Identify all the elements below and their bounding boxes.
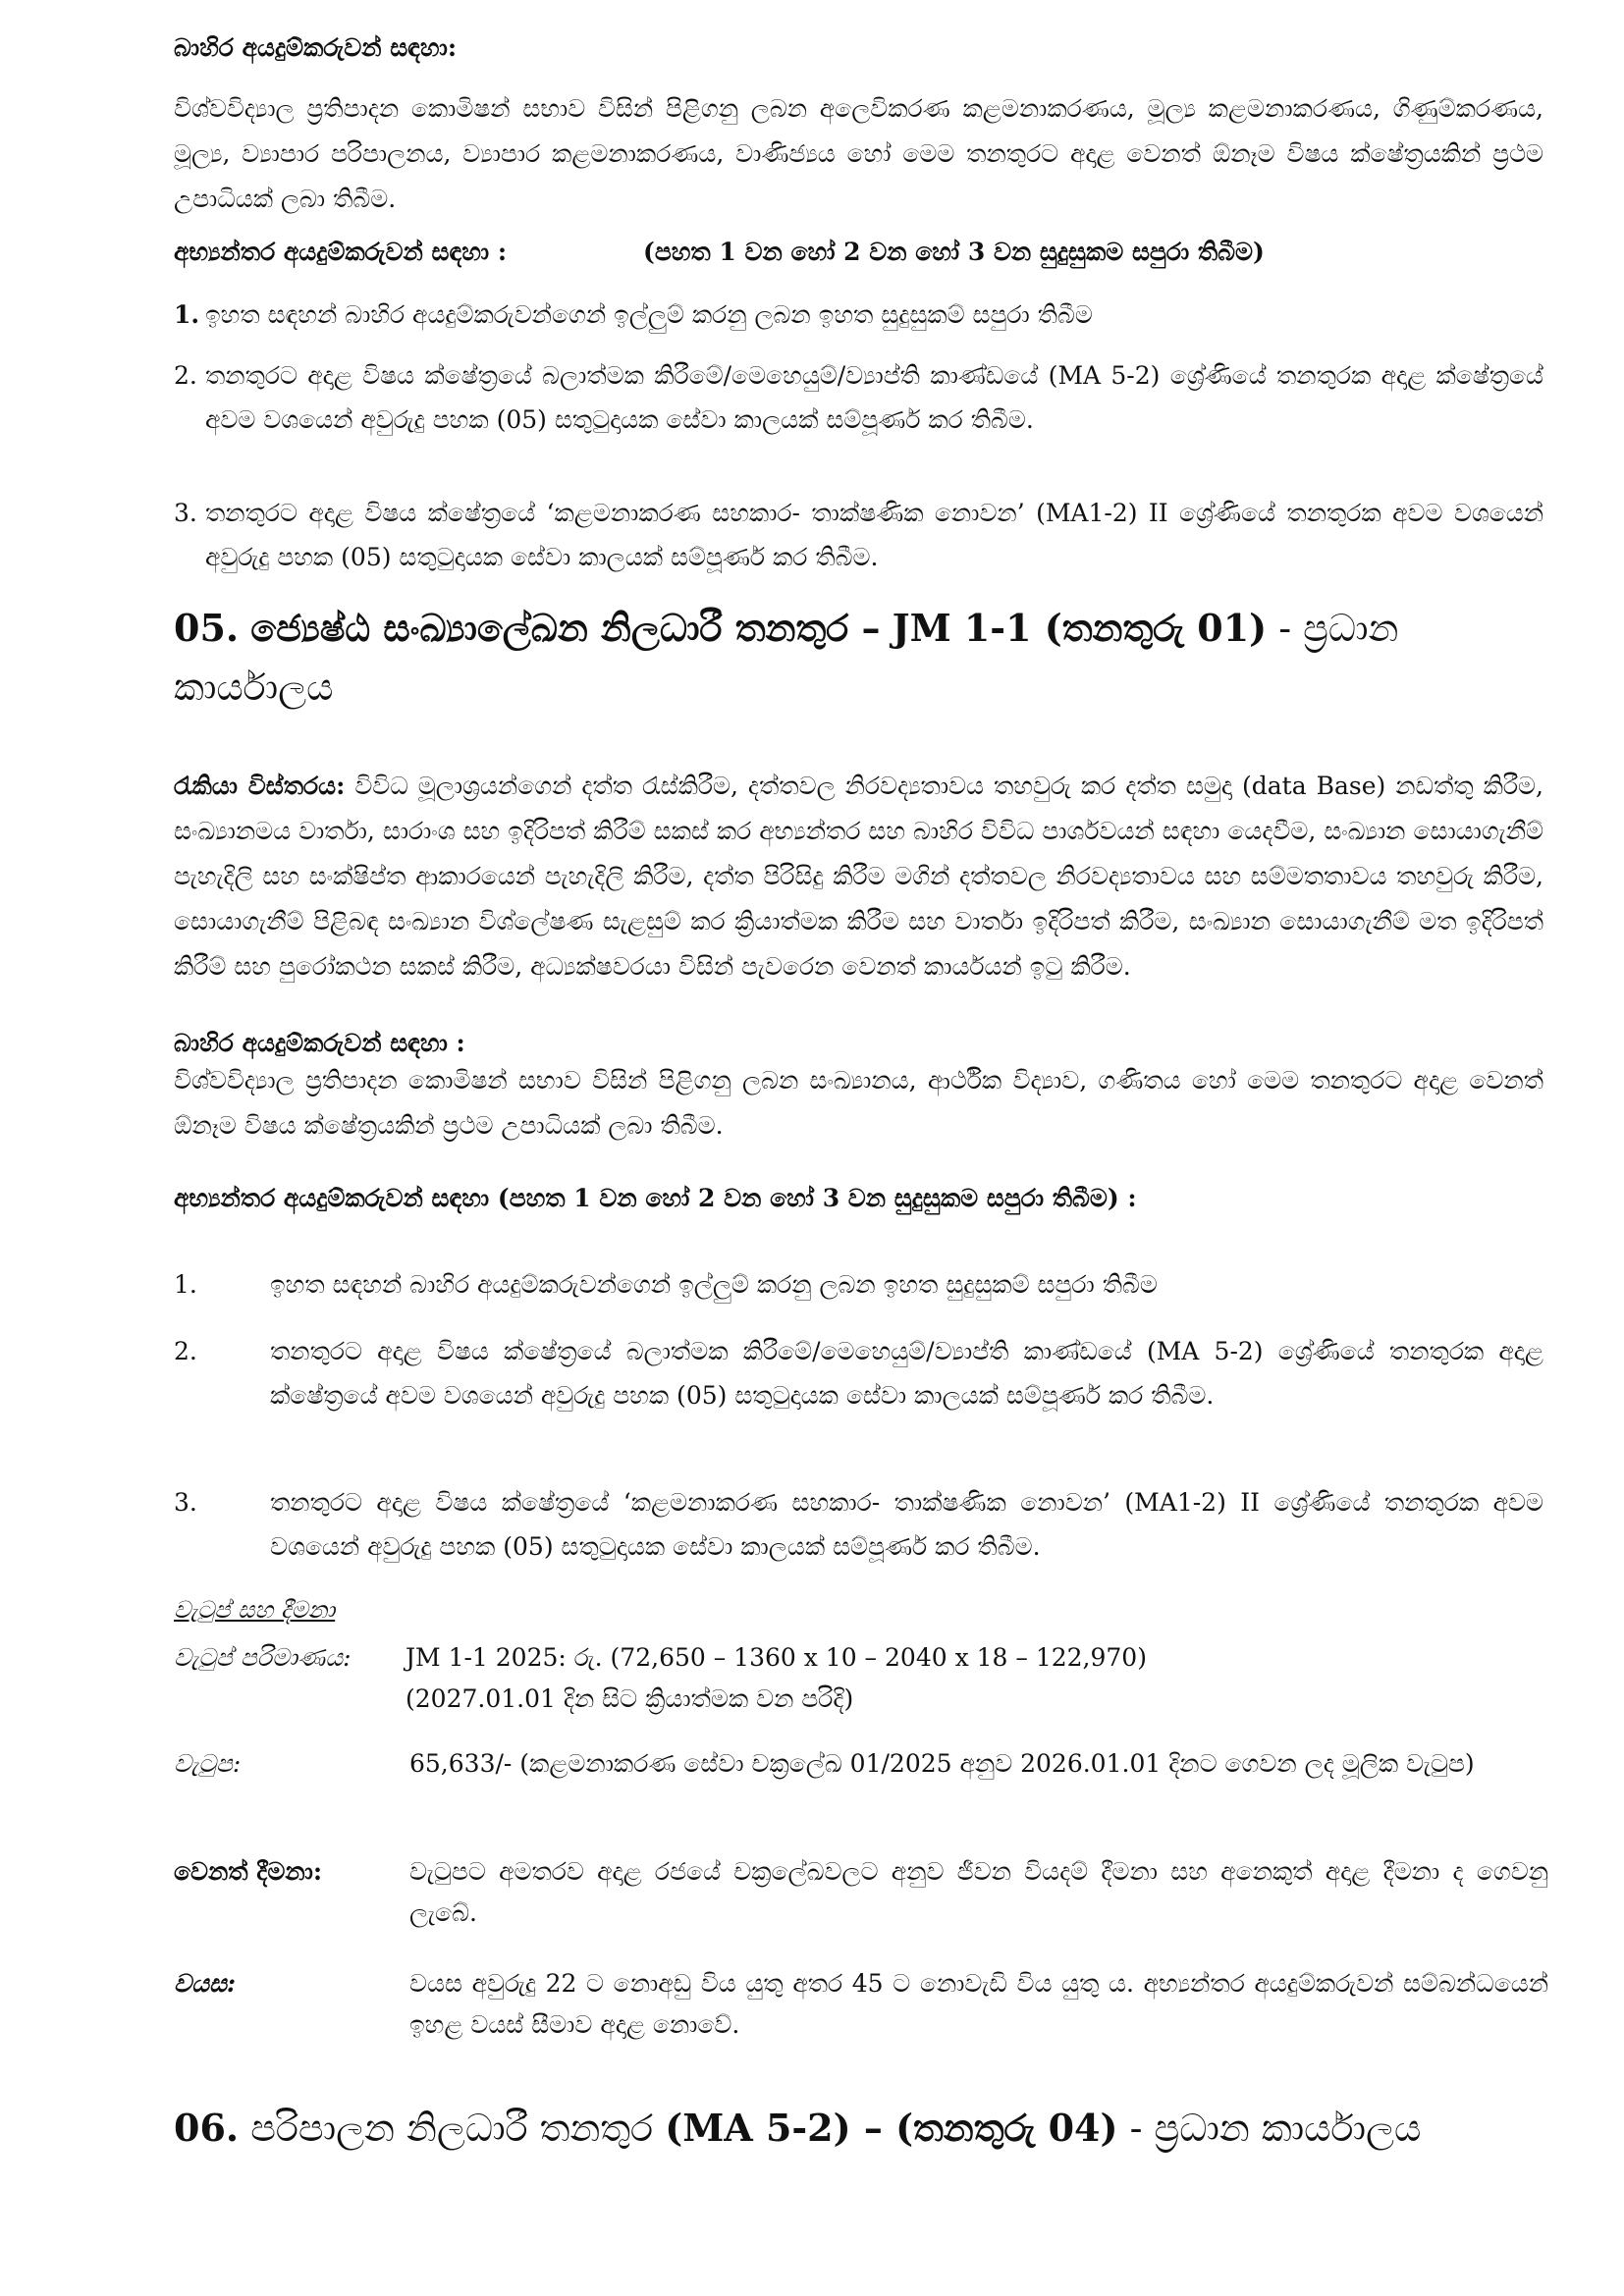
- internal-applicants-heading: අභ්‍යන්තර අයදුම්කරුවන් සඳහා (පහත 1 වන හෝ 2 වන හෝ 3 වන සුදුසුකම සපුරා තිබීම) :: [174, 1184, 1137, 1212]
- salary-section-title: වැටුප් සහ දීමනා: [174, 1596, 336, 1624]
- salary-scale-value: [406, 1637, 1544, 1720]
- list-item: [174, 491, 1543, 579]
- section-06-title-main: පරිපාලන නිලධාරී තනතුර: [250, 2107, 654, 2150]
- age-value: වයස අවුරුදු 22 ට නොඅඩු විය යුතු අතර 45 ට නොවැඩි විය යුතු ය. අභ්‍යන්තර අයදුම්කරුවන් සම්බන්ධයෙන් ඉහළ වයස් සීමාව අදාළ නොවේ.: [409, 1969, 1548, 2039]
- section-06-title-office: - ප්‍රධාන කාර්යාලය: [1129, 2107, 1422, 2150]
- internal-applicants-note: (පහත 1 වන හෝ 2 වන හෝ 3 වන සුදුසුකම සපුරා තිබීම): [643, 238, 1265, 266]
- salary-row: [174, 1743, 1543, 1826]
- list-item: [174, 1262, 1543, 1307]
- external-applicants-heading: බාහිර අයදුම්කරුවන් සඳහා:: [174, 33, 458, 62]
- list-item-number: 3.: [174, 1488, 197, 1517]
- list-item-text: තනතුරට අදාළ විෂය ක්ෂේත්‍රයේ බලාත්මක කිරීමේ/මෙහෙයුම්/ව්‍යාප්ති කාණ්ඩයේ (MA 5-2) ශ්‍රේණියේ තනතුරක අදාළ ක්ෂේත්‍රයේ අවම වශයෙන් අවුරුදු පහක (05) සතුටුදායක සේවා කාලයක් සම්පූර්ණ කර තිබීම.: [270, 1337, 1543, 1410]
- list-item-text: තනතුරට අදාළ විෂය ක්ෂේත්‍රයේ බලාත්මක කිරීමේ/මෙහෙයුම්/ව්‍යාප්ති කාණ්ඩයේ (MA 5-2) ශ්‍රේණියේ තනතුරක අදාළ ක්ෂේත්‍රයේ අවම වශයෙන් අවුරුදු පහක (05) සතුටුදායක සේවා කාලයක් සම්පූර්ණ කර තිබීම.: [205, 361, 1543, 434]
- list-item: [174, 1480, 1543, 1569]
- section-05-title-main: ජ්‍යෙෂ්ඨ සංඛ්‍යාලේඛන නිලධාරී තනතුර –: [250, 606, 881, 650]
- internal-applicants-heading-row: [174, 236, 1543, 269]
- salary-scale-label: වැටුප් පරිමාණය:: [174, 1643, 352, 1672]
- list-item-number: 1.: [174, 300, 200, 329]
- section-06-number: 06.: [174, 2106, 240, 2150]
- list-item-number: 2.: [174, 1337, 197, 1365]
- list-item-text: ඉහත සඳහන් බාහිර අයදුම්කරුවන්ගෙන් ඉල්ලුම් කරනු ලබන ඉහත සුදුසුකම් සපුරා තිබීම: [270, 1270, 1158, 1299]
- section-05-number: 05.: [174, 606, 240, 650]
- list-item-text: තනතුරට අදාළ විෂය ක්ෂේත්‍රයේ ‘කළමනාකරණ සහකාර- තාක්ෂණික නොවන’ (MA1-2) II ශ්‍රේණියේ තනතුරක අවම වශයෙන් අවුරුදු පහක (05) සතුටුදායක සේවා කාලයක් සම්පූර්ණ කර තිබීම.: [205, 499, 1543, 571]
- external-qualification-text: විශ්වවිද්‍යාල ප්‍රතිපාදන කොමිෂන් සභාව විසින් පිළිගනු ලබන අලෙවිකරණ කළමනාකරණය, මූල්‍ය කළමනාකරණය, ගිණුම්කරණය, මූල්‍ය, ව්‍යාපාර පරිපාලනය, ව්‍යාපාර කළමනාකරණය, වාණිජ්‍යය හෝ මෙම තනතුරට අදාළ වෙනත් ඕනෑම විෂය ක්ෂේත්‍රයකින් ප්‍රථම උපාධියක් ලබා තිබීම.: [174, 94, 1543, 213]
- section-05-title-office: - ප්‍රධාන කාර්යාලය: [174, 607, 1399, 709]
- list-item-text: තනතුරට අදාළ විෂය ක්ෂේත්‍රයේ ‘කළමනාකරණ සහකාර- තාක්ෂණික නොවන’ (MA1-2) II ශ්‍රේණියේ තනතුරක අවම වශයෙන් අවුරුදු පහක (05) සතුටුදායක සේවා කාලයක් සම්පූර්ණ කර තිබීම.: [270, 1488, 1543, 1561]
- list-item-number: 2.: [174, 361, 197, 390]
- section-05-title: [174, 599, 1543, 717]
- allowance-label: වෙනත් දීමනා:: [174, 1857, 323, 1886]
- salary-scale-line: JM 1-1 2025: රු. (72,650 – 1360 x 10 – 2040 x 18 – 122,970): [406, 1643, 1147, 1672]
- list-item: [174, 293, 1543, 337]
- job-description: [174, 764, 1543, 989]
- list-item-number: 3.: [174, 499, 197, 527]
- salary-label: වැටුප:: [174, 1749, 242, 1778]
- age-row: [174, 1963, 1548, 2046]
- age-label: වයස:: [174, 1969, 237, 1998]
- salary-scale-effective: (2027.01.01 දින සිට ක්‍රියාත්මක වන පරිදි): [406, 1684, 854, 1713]
- external-applicants-heading: බාහිර අයදුම්කරුවන් සඳහා :: [174, 1029, 465, 1057]
- section-06-title-grade: (MA 5-2) – (තනතුරු 04): [665, 2106, 1118, 2150]
- list-item: [174, 353, 1543, 442]
- allowance-row: [174, 1851, 1548, 1934]
- section-05-title-grade: JM 1-1 (තනතුරු 01): [892, 606, 1268, 650]
- salary-scale-row: [174, 1637, 1543, 1720]
- job-description-text: විවිධ මූලාශ්‍රයන්ගෙන් දත්ත රැස්කිරීම, දත්තවල නිරවද්‍යතාවය තහවුරු කර දත්ත සමුදා (data Base) නඩත්තු කිරීම, සංඛ්‍යානමය වාර්තා, සාරාංශ සහ ඉදිරිපත් කිරීම් සකස් කර අභ්‍යන්තර සහ බාහිර විවිධ පාර්ශවයන් සඳහා යෙදවීම, සංඛ්‍යාන සොයාගැනීම් පැහැදිලි සහ සංක්ෂිප්ත ආකාරයෙන් පැහැදිලි කිරීම, දත්ත පිරිසිදු කිරීම මගින් දත්තවල නිරවද්‍යතාවය සහ සම්මතතාවය තහවුරු කිරීම, සොයාගැනීම් පිළිබඳ සංඛ්‍යාන විශ්ලේෂණ සැළසුම් කර ක්‍රියාත්මක කිරීම සහ වාර්තා ඉදිරිපත් කිරීම, සංඛ්‍යාන සොයාගැනීම් මත ඉදිරිපත් කිරීම් සහ පුරෝකථන සකස් කිරීම, අධ්‍යක්ෂවරයා විසින් පැවරෙන වෙනත් කාර්යයන් ඉටු කිරීම.: [174, 772, 1543, 981]
- list-item-text: ඉහත සඳහන් බාහිර අයදුම්කරුවන්ගෙන් ඉල්ලුම් කරනු ලබන ඉහත සුදුසුකම් සපුරා තිබීම: [205, 300, 1093, 329]
- internal-applicants-heading: අභ්‍යන්තර අයදුම්කරුවන් සඳහා :: [174, 238, 508, 266]
- section-06-title: [174, 2099, 1543, 2158]
- job-description-label: රැකියා විස්තරය:: [174, 772, 346, 800]
- external-qualification-text: විශ්වවිද්‍යාල ප්‍රතිපාදන කොමිෂන් සභාව විසින් පිළිගනු ලබන සංඛ්‍යානය, ආර්ථික විද්‍යාව, ගණිතය හෝ මෙම තනතුරට අදාළ වෙනත් ඕනෑම විෂය ක්ෂේත්‍රයකින් ප්‍රථම උපාධියක් ලබා තිබීම.: [174, 1066, 1543, 1140]
- allowance-value: වැටුපට අමතරව අදාළ රජයේ චක්‍රලේඛවලට අනුව ජීවන වියදම් දීමනා සහ අනෙකුත් අදාළ දීමනා ද ගෙවනු ලැබේ.: [409, 1857, 1548, 1927]
- salary-value: 65,633/- (කළමනාකරණ සේවා චක්‍රලේඛ 01/2025 අනුව 2026.01.01 දිනට ගෙවන ලද මූලික වැටුප): [409, 1749, 1475, 1778]
- list-item-number: 1.: [174, 1270, 197, 1299]
- list-item: [174, 1329, 1543, 1417]
